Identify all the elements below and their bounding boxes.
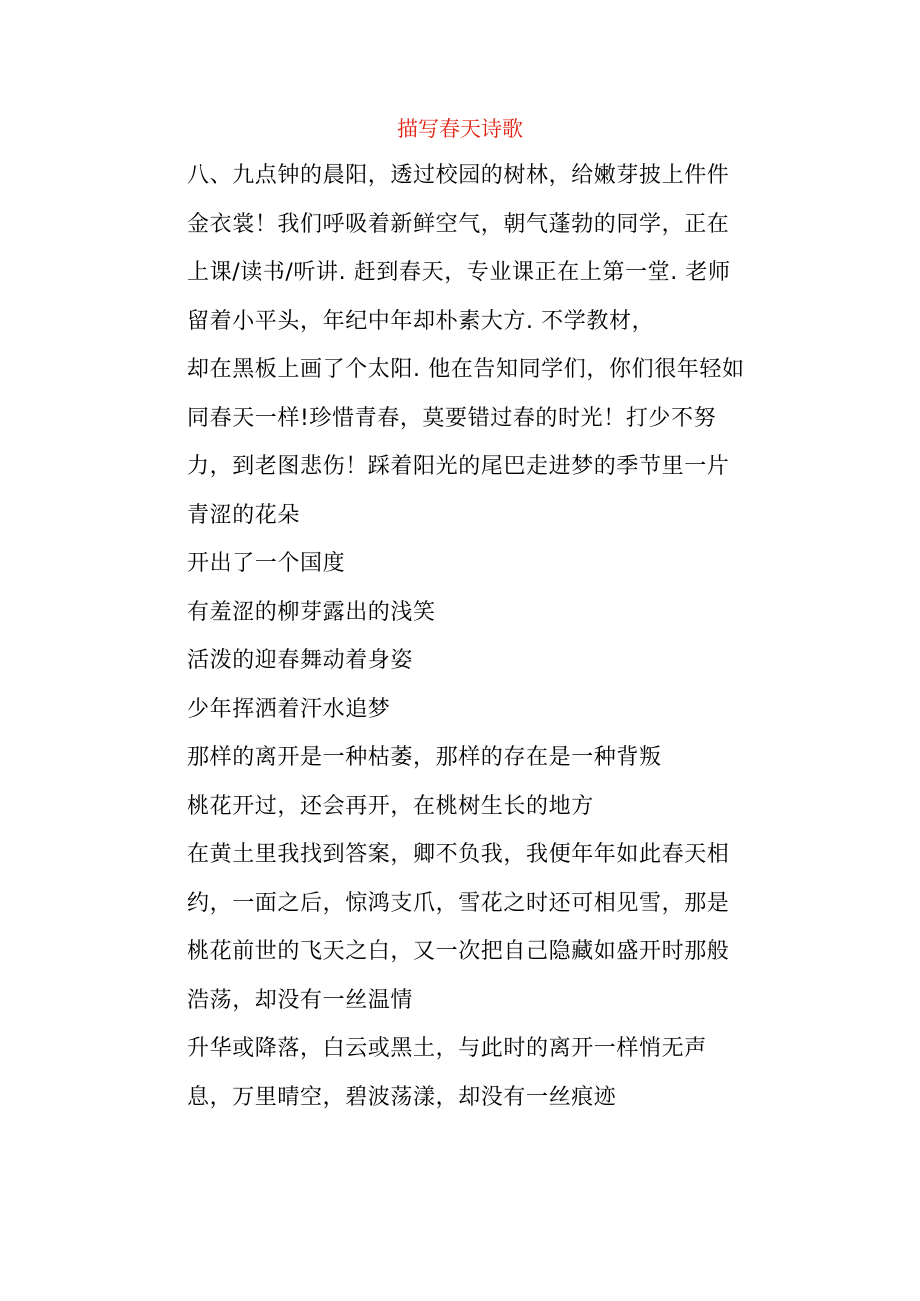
poem-line: 却在黑板上画了个太阳. 他在告知同学们，你们很年轻如 <box>187 357 745 382</box>
poem-line: 同春天一样!珍惜青春，莫要错过春的时光！打少不努 <box>187 405 717 431</box>
poem-line: 开出了一个国度 <box>187 551 346 576</box>
document-title: 描写春天诗歌 <box>397 117 523 141</box>
poem-line: 青涩的花朵 <box>187 502 301 528</box>
poem-line: 少年挥洒着汗水追梦 <box>187 696 391 722</box>
poem-line: 约，一面之后，惊鸿支爪，雪花之时还可相见雪，那是 <box>187 890 730 916</box>
poem-line: 浩荡，却没有一丝温情 <box>187 987 414 1013</box>
poem-line: 力，到老图悲伤！踩着阳光的尾巴走进梦的季节里一片 <box>187 454 730 479</box>
poem-line: 息，万里晴空，碧波荡漾，却没有一丝痕迹 <box>187 1084 617 1110</box>
poem-line: 升华或降落，白云或黑土，与此时的离开一样悄无声 <box>187 1036 707 1061</box>
poem-line: 桃花开过，还会再开，在桃树生长的地方 <box>187 793 594 819</box>
poem-line: 留着小平头，年纪中年却朴素大方. 不学教材， <box>187 308 655 334</box>
poem-line: 活泼的迎春舞动着身姿 <box>187 648 414 673</box>
poem-body <box>187 152 767 1122</box>
poem-line: 上课/读书/听讲. 赶到春天，专业课正在上第一堂. 老师 <box>187 260 731 285</box>
poem-line: 八、九点钟的晨阳，透过校园的树林，给嫩芽披上件件 <box>187 163 730 188</box>
poem-line: 有羞涩的柳芽露出的浅笑 <box>187 599 436 625</box>
poem-line: 那样的离开是一种枯萎，那样的存在是一种背叛 <box>187 745 662 770</box>
poem-line: 在黄土里我找到答案，卿不负我，我便年年如此春天相 <box>187 842 730 867</box>
poem-line: 金衣裳！我们呼吸着新鲜空气，朝气蓬勃的同学，正在 <box>187 211 730 237</box>
poem-line: 桃花前世的飞天之白，又一次把自己隐藏如盛开时那般 <box>187 939 730 964</box>
